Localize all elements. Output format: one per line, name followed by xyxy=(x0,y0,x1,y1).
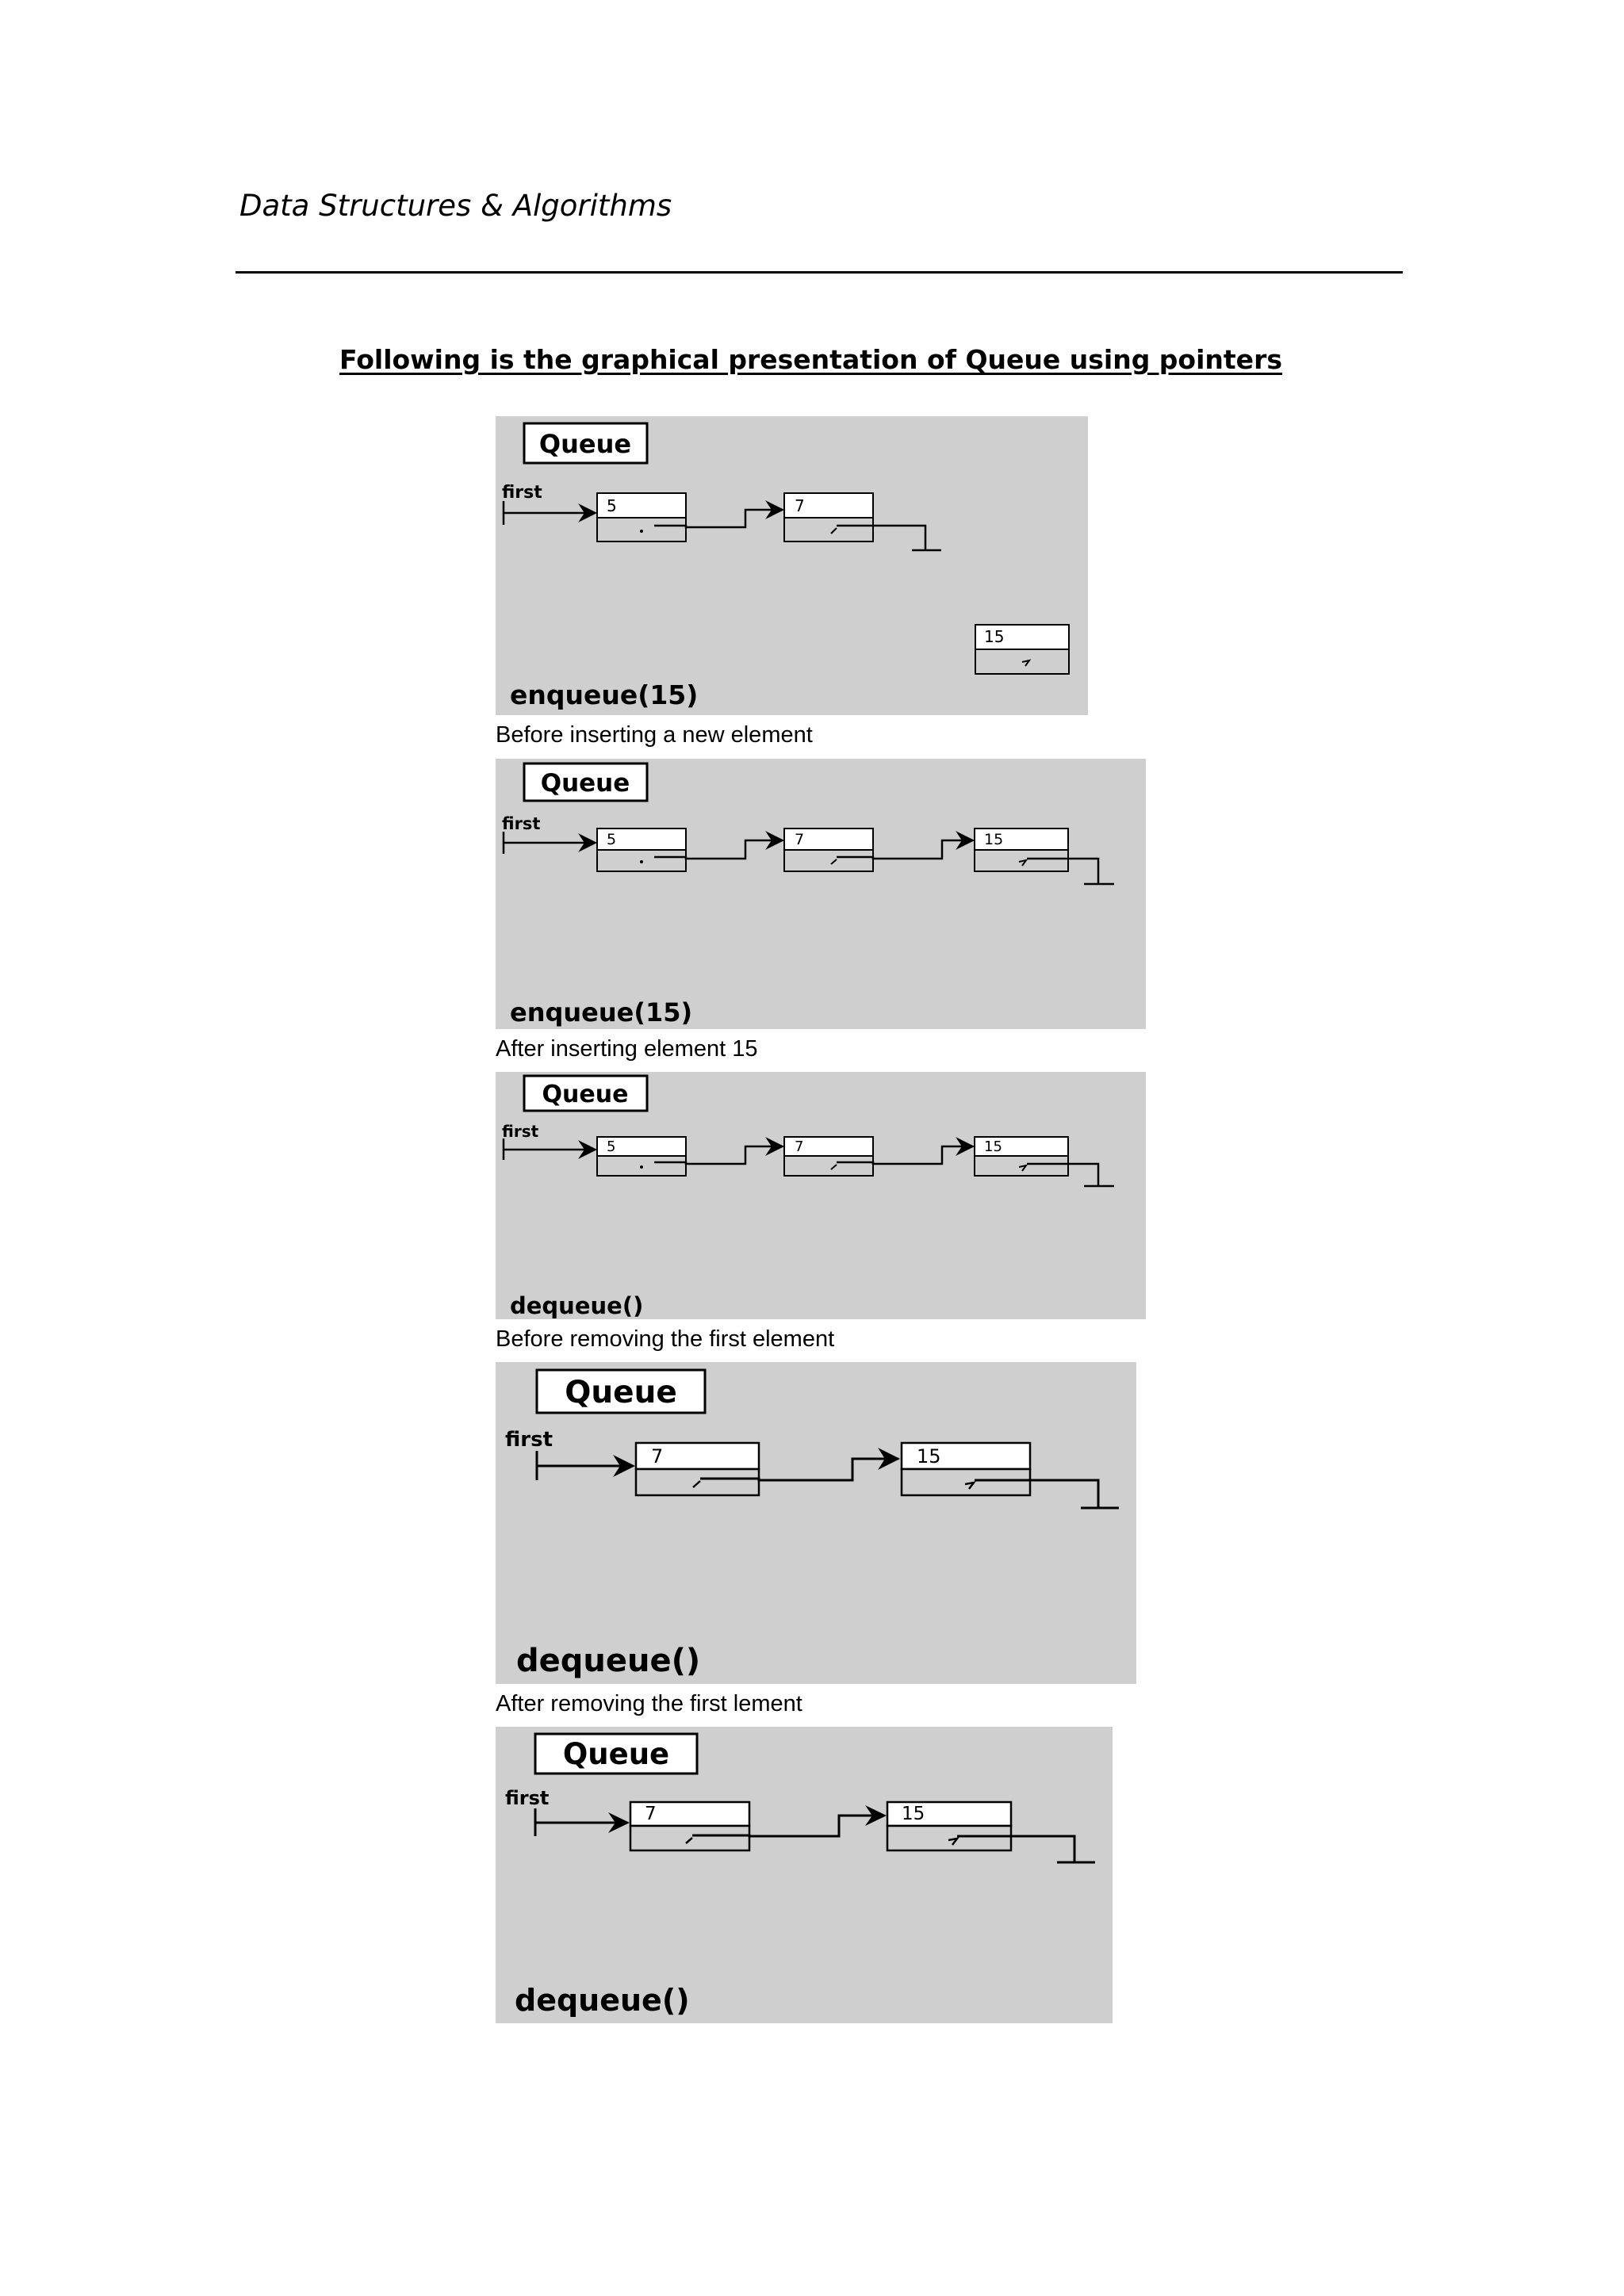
operation-label: dequeue() xyxy=(515,1983,690,2018)
node-value: 15 xyxy=(917,1445,941,1468)
node-value: 7 xyxy=(795,831,805,848)
queue-diagram-2 xyxy=(496,759,1146,1029)
queue-node xyxy=(597,493,686,541)
queue-diagram-1 xyxy=(496,416,1088,715)
header-divider xyxy=(236,271,1403,274)
queue-diagram-3 xyxy=(496,1072,1146,1319)
node-value: 5 xyxy=(607,831,617,848)
queue-diagram-5 xyxy=(496,1727,1113,2023)
node-value: 7 xyxy=(645,1804,657,1824)
operation-label: dequeue() xyxy=(516,1643,701,1679)
queue-node xyxy=(784,493,873,541)
node-value: 15 xyxy=(984,627,1005,646)
queue-node xyxy=(597,1137,686,1176)
pending-node xyxy=(975,625,1069,674)
operation-label: dequeue() xyxy=(510,1292,644,1319)
queue-node xyxy=(636,1443,759,1495)
operation-label: enqueue(15) xyxy=(510,679,699,710)
first-pointer-label: first xyxy=(502,1122,539,1141)
operation-label: enqueue(15) xyxy=(510,997,693,1027)
running-header-title: Data Structures & Algorithms xyxy=(239,189,672,223)
queue-node xyxy=(902,1443,1030,1495)
queue-node xyxy=(975,828,1068,871)
queue-node xyxy=(887,1802,1011,1850)
diagram-caption-3: Before removing the first element xyxy=(496,1326,835,1352)
node-value: 15 xyxy=(902,1804,925,1824)
diagram-caption-4: After removing the first lement xyxy=(496,1691,802,1716)
node-value: 7 xyxy=(795,1138,804,1155)
queue-node xyxy=(784,1137,873,1176)
queue-node xyxy=(630,1802,749,1850)
node-value: 7 xyxy=(651,1445,664,1468)
first-pointer-label: first xyxy=(502,483,542,503)
queue-title: Queue xyxy=(542,1081,629,1108)
queue-node xyxy=(784,828,873,871)
queue-diagram-4 xyxy=(496,1362,1136,1684)
diagram-caption-1: Before inserting a new element xyxy=(496,722,813,748)
first-pointer-label: first xyxy=(505,1787,550,1809)
node-value: 15 xyxy=(984,1138,1002,1155)
diagram-caption-2: After inserting element 15 xyxy=(496,1036,758,1062)
queue-title: Queue xyxy=(538,429,632,459)
node-value: 5 xyxy=(607,496,617,515)
queue-node xyxy=(975,1137,1068,1176)
section-heading: Following is the graphical presentation of Queue using pointers xyxy=(339,344,1282,375)
queue-title: Queue xyxy=(562,1737,670,1771)
node-value: 5 xyxy=(607,1138,616,1155)
node-value: 7 xyxy=(795,496,805,515)
queue-title: Queue xyxy=(565,1375,677,1410)
first-pointer-label: first xyxy=(505,1428,553,1452)
node-value: 15 xyxy=(984,831,1004,848)
queue-title: Queue xyxy=(540,769,630,798)
queue-node xyxy=(597,828,686,871)
first-pointer-label: first xyxy=(502,814,541,833)
